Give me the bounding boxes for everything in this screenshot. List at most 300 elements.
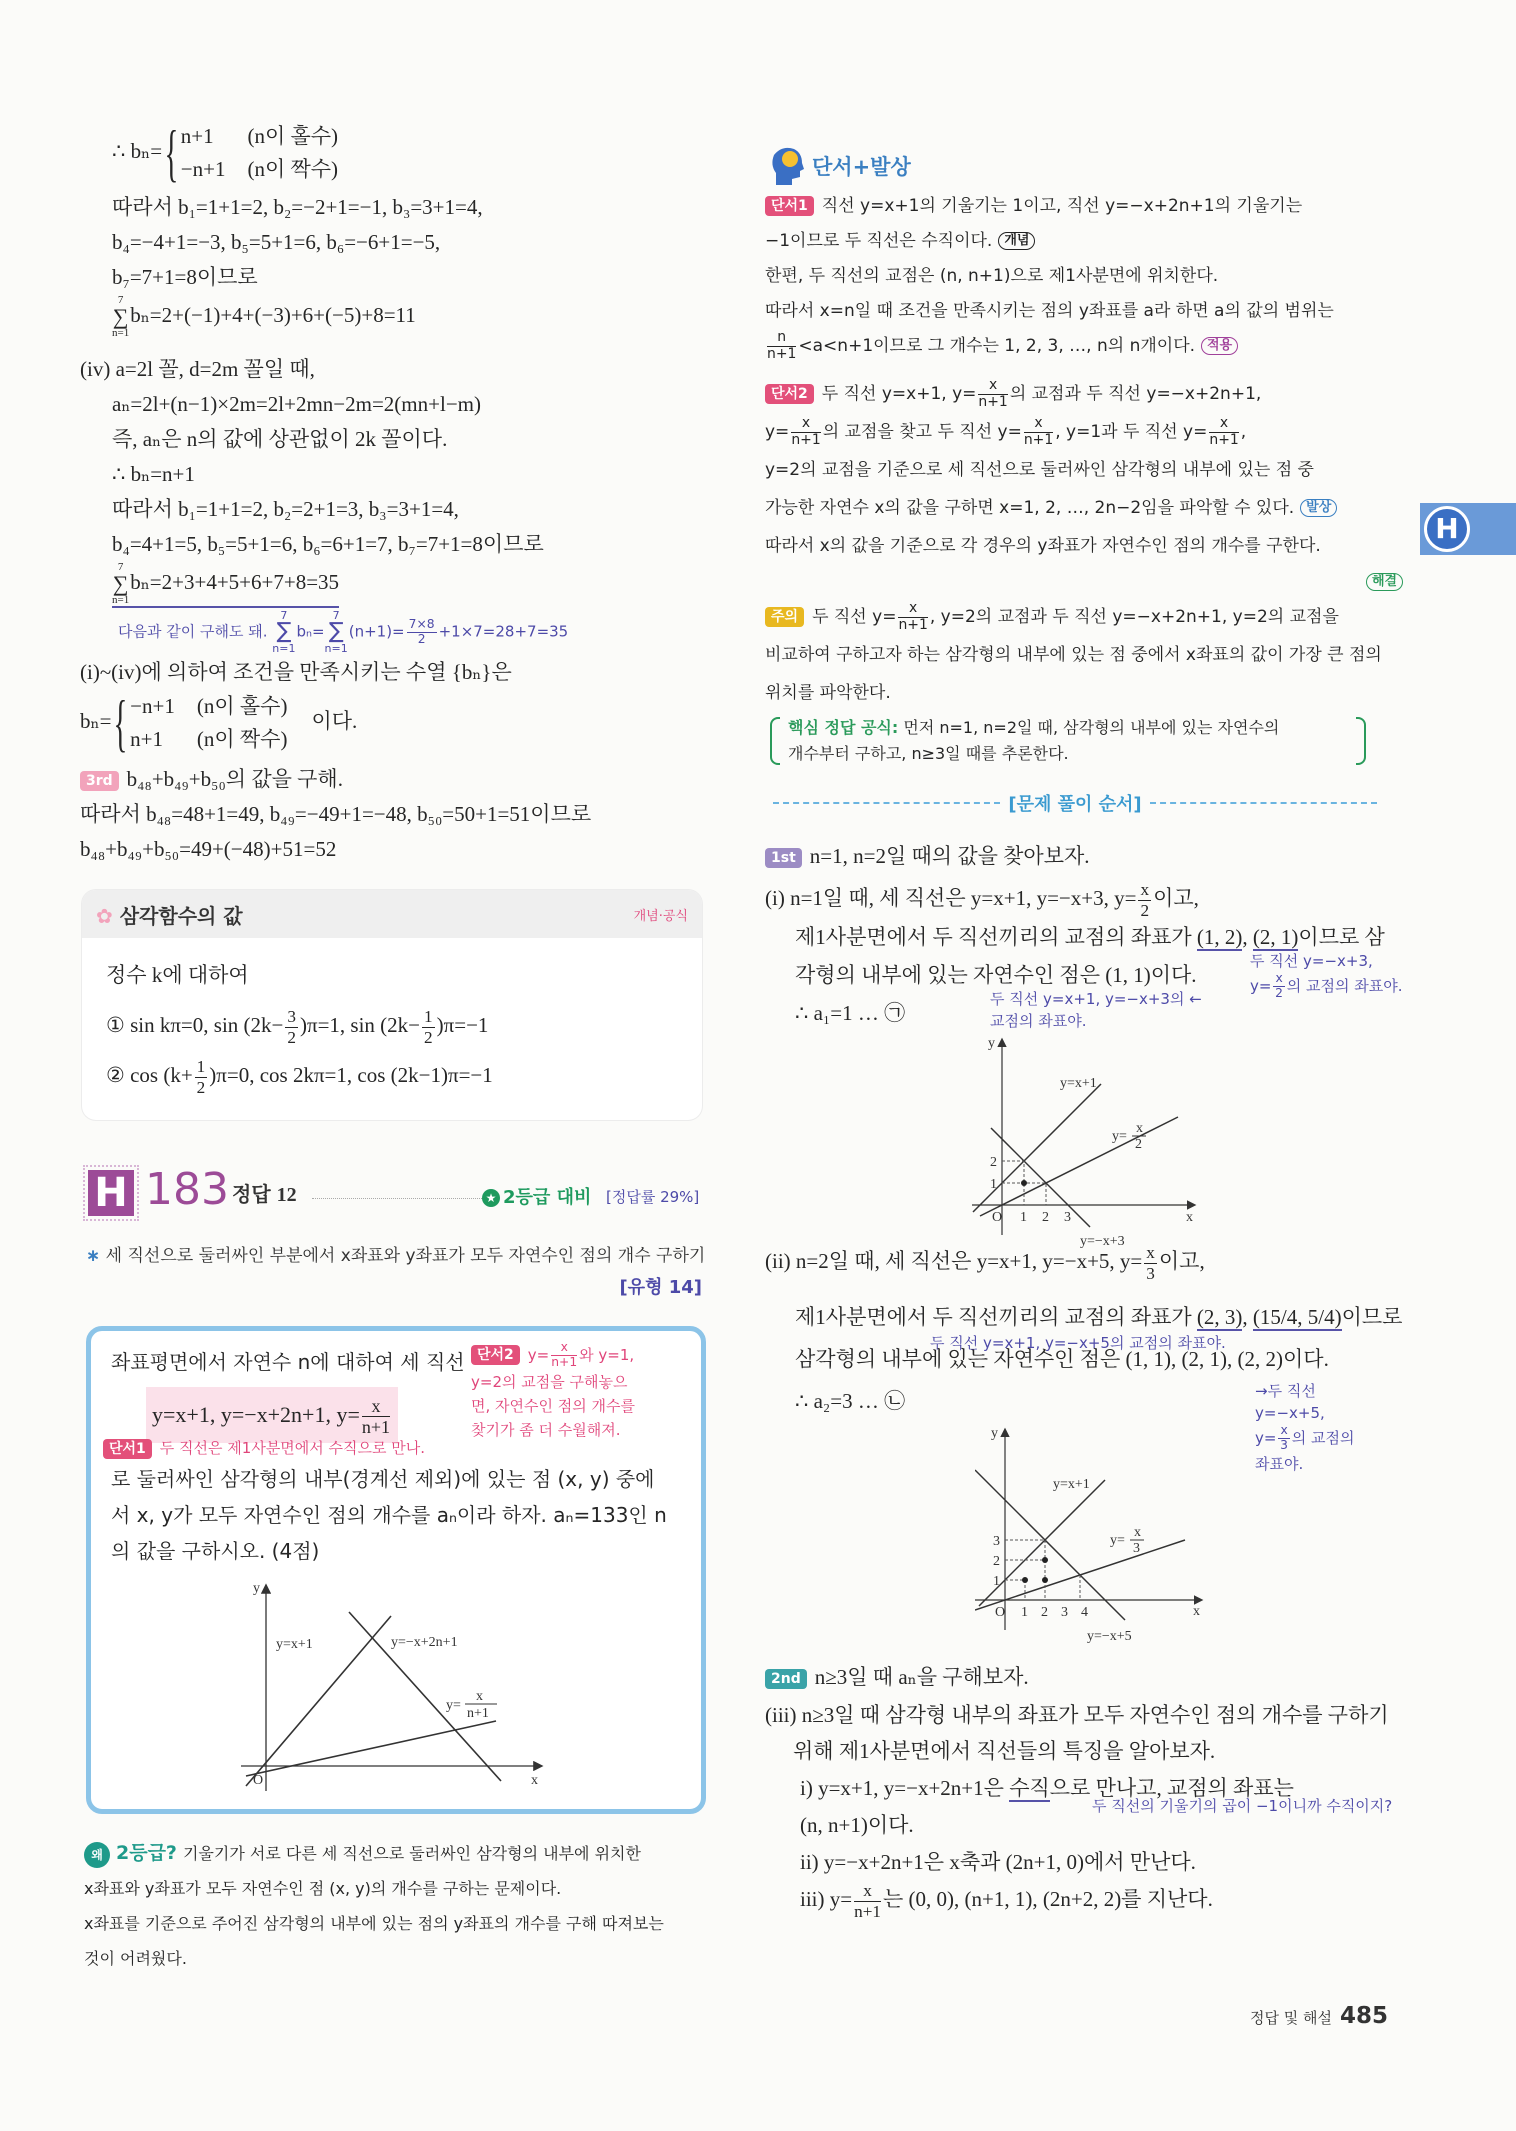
text: )π=0, cos 2kπ=1, cos (2k−1)π=−1 xyxy=(209,1063,493,1087)
text-line xyxy=(765,1658,1389,1696)
text-line xyxy=(930,1332,1226,1354)
concept-tag: 개념 xyxy=(998,232,1035,250)
text-line xyxy=(471,1394,635,1418)
numerator: x xyxy=(898,601,927,618)
numerator: x xyxy=(1209,416,1238,433)
text: 다음과 같이 구해도 돼. xyxy=(118,622,273,641)
sequence-conclusion xyxy=(80,655,512,756)
case-expression: n+1 xyxy=(130,727,163,751)
bn-cases-odd-even xyxy=(112,120,362,186)
text: 두 직선 y=x+1, y=−x+5의 교점의 좌표야. xyxy=(930,1334,1226,1352)
key-text: 개수부터 구하고, n≥3일 때를 추론한다. xyxy=(788,744,1069,763)
text-line xyxy=(800,1881,1294,1921)
x-tick: 4 xyxy=(1081,1605,1088,1620)
text-line xyxy=(112,387,544,422)
text: (i) n=1일 때, 세 직선은 y=x+1, y=−x+3, y= xyxy=(765,886,1137,910)
text: 의 값을 구하시오. (4점) xyxy=(111,1539,320,1563)
hint2-note xyxy=(471,1341,635,1442)
step-badge: 2nd xyxy=(765,1669,807,1689)
text-line xyxy=(765,330,1334,365)
text-line xyxy=(112,527,544,562)
denominator: 2 xyxy=(1275,985,1283,1000)
text-line xyxy=(765,413,1337,451)
text: 교점의 좌표야. xyxy=(990,1012,1087,1030)
text-line xyxy=(80,352,315,387)
x-tick: 3 xyxy=(1064,1210,1071,1225)
problem-body xyxy=(111,1461,667,1569)
piecewise-cases xyxy=(113,690,309,756)
page-footer xyxy=(1250,2003,1388,2029)
text-line xyxy=(112,295,483,339)
trig-box-title xyxy=(96,900,243,929)
text-line xyxy=(1250,950,1402,972)
solve-tag: 해결 xyxy=(1366,573,1403,591)
text: 따라서 x=n일 때 조건을 만족시키는 점의 y좌표를 a라 하면 a의 값의 범위는 xyxy=(765,301,1334,321)
text-line xyxy=(765,527,1337,565)
caution-block xyxy=(765,598,1382,712)
text-line xyxy=(765,190,1334,225)
fraction xyxy=(551,1341,577,1370)
denominator: 2 xyxy=(1140,900,1150,920)
text: <a<n+1이므로 그 개수는 1, 2, 3, …, n의 n개이다. xyxy=(798,336,1196,357)
text: )π=−1 xyxy=(436,1013,489,1037)
text: iii) y= xyxy=(800,1887,853,1911)
text: 이다. xyxy=(311,708,358,733)
text: , y=1과 두 직선 y= xyxy=(1055,422,1208,442)
x-tick: 2 xyxy=(1041,1605,1048,1620)
text: 두 직선 y= xyxy=(812,607,897,627)
graph-n1 xyxy=(972,1035,1202,1250)
text: )π=1, sin (2k− xyxy=(299,1013,421,1037)
text: 직선 y=x+1의 기울기는 1이고, 직선 y=−x+2n+1의 기울기는 xyxy=(821,196,1303,216)
step-2nd xyxy=(765,1658,1389,1734)
lattice-point xyxy=(1042,1557,1048,1563)
text-line xyxy=(1092,1795,1392,1817)
fraction xyxy=(1273,972,1284,1001)
case-expression: −n+1 xyxy=(180,157,226,181)
star-icon: ★ xyxy=(482,1189,500,1207)
line-properties xyxy=(800,1770,1294,1921)
text-line xyxy=(765,636,1382,674)
x-tick: 2 xyxy=(1042,1210,1049,1225)
text-line xyxy=(152,1387,392,1443)
note-n1-intersection-b xyxy=(1250,950,1402,1001)
text: b₄₈+b₄₉+b₅₀=49+(−48)+51=52 xyxy=(80,837,337,861)
solution-order-divider xyxy=(765,790,1385,816)
numerator: x xyxy=(791,416,820,433)
underlined-text: (2, 3) xyxy=(1196,1305,1243,1329)
text: y= xyxy=(765,422,790,442)
case-iv-calculation xyxy=(112,387,544,608)
text: 따라서 b₄₈=48+1=49, b₄₉=−49+1=−48, b₅₀=50+1=51이므로 xyxy=(80,802,592,826)
solve-tag-wrap xyxy=(1360,565,1403,600)
line-y-x-plus-1 xyxy=(973,1084,1101,1212)
text: bₙ=2+3+4+5+6+7+8=35 xyxy=(130,569,340,594)
fraction xyxy=(1024,416,1053,448)
text-line xyxy=(106,1000,493,1050)
summation xyxy=(325,610,348,654)
text-line xyxy=(793,1734,1215,1769)
why-icon: 왜 xyxy=(84,1842,110,1868)
text-line xyxy=(765,489,1337,527)
numerator: n xyxy=(767,330,796,347)
text: 두 직선의 기울기의 곱이 −1이니까 수직이지? xyxy=(1092,1797,1393,1815)
x-axis-label: x xyxy=(1193,1604,1200,1619)
step-badge: 단서1 xyxy=(765,196,814,216)
problem-subtitle xyxy=(86,1241,705,1266)
text-line xyxy=(765,451,1337,489)
denominator: 2 xyxy=(424,1027,433,1047)
why-text: x좌표와 y좌표가 모두 자연수인 점 (x, y)의 개수를 구하는 문제이다. xyxy=(84,1879,562,1898)
text-line xyxy=(1255,1424,1354,1453)
why-text: 기울기가 서로 다른 세 직선으로 둘러싸인 삼각형의 내부에 위치한 xyxy=(182,1844,641,1863)
case-iii-calculation xyxy=(112,190,483,339)
case-condition: (n이 짝수) xyxy=(196,727,288,751)
sum-lower: n=1 xyxy=(112,327,130,339)
numerator: x xyxy=(1146,1243,1155,1263)
key-label: 핵심 정답 공식: xyxy=(788,718,899,737)
numerator: x xyxy=(1275,971,1283,985)
text-line xyxy=(1255,1380,1354,1402)
text-line xyxy=(80,832,591,867)
line2-label: y= xyxy=(1112,1129,1127,1144)
text: y=2의 교점을 기준으로 세 직선으로 둘러싸인 삼각형의 내부에 있는 점 중 xyxy=(765,460,1314,480)
text-line xyxy=(106,950,493,1000)
step-badge: 주의 xyxy=(765,607,804,627)
text: ii) y=−x+2n+1은 x축과 (2n+1, 0)에서 만난다. xyxy=(800,1850,1196,1874)
text-line xyxy=(112,422,544,457)
fraction xyxy=(978,378,1007,410)
page-number: 485 xyxy=(1339,2003,1388,2029)
line3-label-den: n+1 xyxy=(467,1706,489,1721)
numerator: x xyxy=(1280,1423,1288,1437)
clue-idea-title: 단서+발상 xyxy=(812,155,911,179)
step-badge: 단서2 xyxy=(765,384,814,404)
fraction xyxy=(1138,880,1151,920)
fraction xyxy=(767,330,796,362)
text: 이므로 xyxy=(1341,1305,1403,1329)
text: 의 교점을 찾고 두 직선 y= xyxy=(822,422,1022,442)
sum-upper: 7 xyxy=(280,609,288,622)
text-line xyxy=(765,1696,1389,1734)
fraction xyxy=(362,1396,390,1437)
case-expression: { −n+1 xyxy=(130,694,175,718)
text: 따라서 b₁=1+1=2, b₂=2+1=3, b₃=3+1=4, xyxy=(112,497,459,521)
problem-h-badge: H xyxy=(88,1170,134,1216)
note-n1-intersection-a xyxy=(990,988,1202,1032)
text-line xyxy=(111,1461,667,1497)
text: ∴ a₁=1 … ㉠ xyxy=(795,1001,906,1025)
text-line xyxy=(80,762,591,797)
line3-label: y=−x+3 xyxy=(1080,1234,1125,1249)
denominator: 2 xyxy=(287,1027,296,1047)
text: 따라서 b₁=1+1=2, b₂=−2+1=−1, b₃=3+1=4, xyxy=(112,195,483,219)
clue2-block xyxy=(765,375,1337,565)
key-text: 먼저 n=1, n=2일 때, 삼각형의 내부에 있는 자연수의 xyxy=(903,718,1280,737)
denominator: n+1 xyxy=(978,393,1008,410)
text: y= xyxy=(1255,1428,1277,1447)
correct-rate: [정답률 29%] xyxy=(606,1188,700,1206)
grade-label xyxy=(482,1183,591,1209)
text-line xyxy=(112,120,362,186)
text-line xyxy=(765,1240,1205,1283)
x-tick: 1 xyxy=(1021,1605,1028,1620)
asterisk-icon: ∗ xyxy=(86,1246,101,1266)
numerator: x xyxy=(854,1881,881,1901)
solution-order-label: [문제 풀이 순서] xyxy=(1008,794,1142,815)
problem-equations xyxy=(146,1387,398,1443)
sum-lower: n=1 xyxy=(324,642,348,655)
fraction xyxy=(285,1007,298,1047)
text: 서 x, y가 모두 자연수인 점의 개수를 aₙ이라 하자. aₙ=133인 n xyxy=(111,1503,667,1527)
text-line xyxy=(765,375,1337,413)
underlined-text: 수직 xyxy=(1009,1776,1050,1800)
fraction xyxy=(854,1881,881,1921)
concept-tag: 적용 xyxy=(1201,337,1238,355)
trig-formulas xyxy=(106,950,493,1100)
line2-label: y= xyxy=(1110,1533,1125,1548)
text: 로 둘러싸인 삼각형의 내부(경계선 제외)에 있는 점 (x, y) 중에 xyxy=(111,1467,655,1491)
text-line xyxy=(106,1050,493,1100)
why-text: 것이 어려웠다. xyxy=(84,1949,187,1968)
case-n2-heading xyxy=(765,1240,1205,1283)
text-line xyxy=(471,1418,635,1442)
line3-label: y=−x+5 xyxy=(1087,1629,1132,1644)
text-line xyxy=(112,190,483,225)
text: 이고, xyxy=(1158,1249,1205,1273)
y-tick: 2 xyxy=(990,1155,997,1170)
sum-upper: 7 xyxy=(332,609,340,622)
text: +1×7=28+7=35 xyxy=(438,622,569,641)
text-line xyxy=(1255,1453,1354,1475)
step-3rd xyxy=(80,762,591,867)
x-tick: 1 xyxy=(1020,1210,1027,1225)
text: −1이므로 두 직선은 수직이다. xyxy=(765,231,993,251)
text: 는 (0, 0), (n+1, 1), (2n+2, 2)를 지난다. xyxy=(883,1887,1213,1911)
text: 이고, xyxy=(1153,886,1199,910)
fraction xyxy=(407,618,437,647)
numerator: x xyxy=(1140,880,1150,900)
sum-upper: 7 xyxy=(117,561,124,573)
sum-lower: n=1 xyxy=(272,642,296,655)
text-line xyxy=(112,457,544,492)
text-line xyxy=(990,988,1202,1010)
step-1st xyxy=(765,835,1199,920)
text: n=1, n=2일 때의 값을 찾아보자. xyxy=(809,844,1090,868)
answer xyxy=(232,1178,297,1207)
text-line xyxy=(990,1010,1202,1032)
text: 삼각형의 내부에 있는 자연수인 점은 (1, 1), (2, 1), (2, 2)이다. xyxy=(795,1347,1329,1371)
y-axis-label: y xyxy=(253,1581,260,1596)
numerator: 3 xyxy=(287,1007,296,1027)
text: 제1사분면에서 두 직선끼리의 교점의 좌표가 xyxy=(795,1305,1197,1329)
grade-text: 2등급 대비 xyxy=(503,1187,592,1208)
text: 와 y=1, xyxy=(579,1345,635,1364)
denominator: n+1 xyxy=(361,1417,391,1438)
text: , xyxy=(1242,1305,1253,1329)
line1-label: y=x+1 xyxy=(276,1637,313,1652)
trig-values-box xyxy=(82,890,702,1120)
text: y=−x+5, xyxy=(1255,1404,1325,1422)
numerator: 1 xyxy=(196,1057,206,1077)
underlined-text: (2, 1) xyxy=(1252,925,1299,949)
clue1-block xyxy=(765,190,1334,365)
text: 두 직선 y=−x+3, xyxy=(1250,952,1373,970)
text-line xyxy=(765,260,1334,295)
text-line xyxy=(471,1370,635,1394)
denominator: n+1 xyxy=(791,431,821,448)
text-line xyxy=(112,492,544,527)
text: 즉, aₙ은 n의 값에 상관없이 2k 꼴이다. xyxy=(112,427,448,451)
text-line xyxy=(111,1497,667,1533)
sigma-icon: ∑ xyxy=(112,304,129,329)
answer-value: 12 xyxy=(276,1184,297,1206)
lattice-point xyxy=(1021,1180,1027,1186)
sigma-icon: ∑ xyxy=(328,619,344,644)
x-axis-label: x xyxy=(531,1773,538,1788)
text-line xyxy=(80,797,591,832)
text: b₇=7+1=8이므로 xyxy=(112,265,258,289)
note-n2-intersection-a xyxy=(930,1332,1226,1354)
text: 위해 제1사분면에서 직선들의 특징을 알아보자. xyxy=(793,1739,1216,1763)
text-line xyxy=(765,835,1199,877)
step-badge: 3rd xyxy=(80,771,119,791)
y-tick: 1 xyxy=(990,1177,997,1192)
text: (i)~(iv)에 의하여 조건을 만족시키는 수열 {bₙ}은 xyxy=(80,660,512,684)
text-line xyxy=(112,562,339,608)
text: , xyxy=(1242,925,1253,949)
lattice-point xyxy=(1022,1577,1028,1583)
fraction xyxy=(1209,416,1238,448)
case-expression: { n+1 xyxy=(180,124,214,148)
numerator: x xyxy=(551,1341,577,1356)
fraction xyxy=(1144,1243,1157,1283)
text: 찾기가 좀 더 수월해져. xyxy=(471,1420,621,1439)
case-condition: (n이 홀수) xyxy=(196,694,288,718)
line-y-minus-x-plus-3 xyxy=(991,1128,1090,1227)
case-condition: (n이 홀수) xyxy=(247,124,339,148)
y-axis-label: y xyxy=(988,1036,995,1051)
text: 좌표평면에서 자연수 n에 대하여 세 직선 xyxy=(111,1350,465,1374)
text-line xyxy=(765,877,1199,920)
text: 의 교점과 두 직선 y=−x+2n+1, xyxy=(1009,384,1262,404)
text: 면, 자연수인 점의 개수를 xyxy=(471,1396,635,1415)
note-perpendicular xyxy=(1092,1795,1392,1817)
text: aₙ=2l+(n−1)×2m=2l+2mn−2m=2(mn+l−m) xyxy=(112,392,481,416)
text: b₄=4+1=5, b₅=5+1=6, b₆=6+1=7, b₇=7+1=8이므로 xyxy=(112,532,544,556)
origin-label: O xyxy=(253,1773,264,1788)
problem-box xyxy=(86,1326,706,1814)
numerator: x xyxy=(1024,416,1053,433)
denominator: 3 xyxy=(1146,1263,1155,1283)
line3-label: y= xyxy=(446,1698,461,1713)
text: 두 직선은 제1사분면에서 수직으로 만나. xyxy=(159,1439,426,1457)
why-grade2-section xyxy=(84,1838,704,1978)
denominator: n+1 xyxy=(898,616,928,633)
underlined-text: (1, 2) xyxy=(1196,925,1243,949)
text: 으로 만나고, 교점의 좌표는 xyxy=(1049,1776,1294,1800)
chapter-tab[interactable] xyxy=(1420,503,1516,555)
line2-label-num: x xyxy=(1134,1525,1141,1540)
text-line xyxy=(1250,972,1402,1001)
text-line xyxy=(80,690,512,756)
text: (n, n+1)이다. xyxy=(800,1813,914,1837)
text: ② cos (k+ xyxy=(106,1063,193,1087)
origin-label: O xyxy=(992,1210,1003,1225)
sum-upper: 7 xyxy=(117,294,124,306)
footer-label: 정답 및 해설 xyxy=(1249,2009,1332,2027)
text: ∴ bₙ= xyxy=(112,138,163,163)
text: ∴ a₂=3 … ㉡ xyxy=(795,1389,906,1413)
text-line xyxy=(111,1533,667,1569)
summation xyxy=(112,295,129,339)
fraction xyxy=(898,601,927,633)
text-line xyxy=(112,260,483,295)
text: 정수 k에 대하여 xyxy=(106,963,249,987)
alternative-sum-note xyxy=(118,610,568,654)
why-title: 2등급? xyxy=(116,1842,177,1864)
text-line xyxy=(471,1341,635,1370)
chapter-tab-label: H xyxy=(1424,506,1470,552)
text: bₙ= xyxy=(296,622,325,641)
text: , y=2의 교점과 두 직선 y=−x+2n+1, y=2의 교점을 xyxy=(929,607,1339,627)
why-text: x좌표를 기준으로 주어진 삼각형의 내부에 있는 점의 y좌표의 개수를 구해 따져보는 xyxy=(84,1914,664,1933)
text: y=x+1, y=−x+2n+1, y= xyxy=(152,1402,360,1427)
text: →두 직선 xyxy=(1255,1382,1316,1400)
text: i) y=x+1, y=−x+2n+1은 xyxy=(800,1776,1010,1800)
x-axis-label: x xyxy=(1186,1210,1193,1225)
origin-label: O xyxy=(995,1605,1006,1620)
problem-number: 183 xyxy=(145,1164,229,1215)
fraction xyxy=(195,1057,208,1097)
line1-label: y=x+1 xyxy=(1060,1076,1097,1091)
y-tick: 3 xyxy=(993,1534,1000,1549)
text: 의 교점의 xyxy=(1291,1428,1355,1447)
sigma-icon: ∑ xyxy=(112,571,129,596)
subtitle-text: 세 직선으로 둘러싸인 부분에서 x좌표와 y좌표가 모두 자연수인 점의 개수 구하기 xyxy=(105,1246,706,1266)
denominator: n+1 xyxy=(551,1354,578,1369)
text: (iv) a=2l 꼴, d=2m 꼴일 때, xyxy=(80,357,315,381)
line1-label: y=x+1 xyxy=(1053,1477,1090,1492)
fraction xyxy=(1278,1424,1289,1453)
line3-label-num: x xyxy=(476,1689,483,1704)
numerator: x xyxy=(978,378,1007,395)
line2-label-den: 2 xyxy=(1135,1137,1142,1152)
text-line xyxy=(765,598,1382,636)
text-line xyxy=(765,674,1382,712)
guide-lines xyxy=(1005,1540,1080,1600)
text: 따라서 x의 값을 기준으로 각 경우의 y좌표가 자연수인 점의 개수를 구한다. xyxy=(765,536,1321,556)
x-tick: 3 xyxy=(1061,1605,1068,1620)
text: (n+1)= xyxy=(348,622,405,641)
underlined-text: (15/4, 5/4) xyxy=(1252,1305,1342,1329)
text: bₙ= xyxy=(80,708,112,733)
clue-idea-heading xyxy=(768,145,911,187)
denominator: n+1 xyxy=(1023,431,1054,448)
text: 이므로 삼 xyxy=(1298,925,1385,949)
sum-lower: n=1 xyxy=(112,594,130,606)
fraction xyxy=(422,1007,435,1047)
text: (ii) n=2일 때, 세 직선은 y=x+1, y=−x+5, y= xyxy=(765,1249,1143,1273)
note-n2-intersection-b xyxy=(1255,1380,1354,1475)
text: 각형의 내부에 있는 자연수인 점은 (1, 1)이다. xyxy=(795,963,1197,987)
line2-label-num: x xyxy=(1136,1121,1143,1136)
line2-label-den: 3 xyxy=(1133,1541,1140,1556)
step-badge: 단서1 xyxy=(103,1439,152,1459)
text-line xyxy=(80,655,512,690)
text: 한편, 두 직선의 교점은 (n, n+1)으로 제1사분면에 위치한다. xyxy=(765,266,1219,286)
denominator: 2 xyxy=(417,631,426,646)
